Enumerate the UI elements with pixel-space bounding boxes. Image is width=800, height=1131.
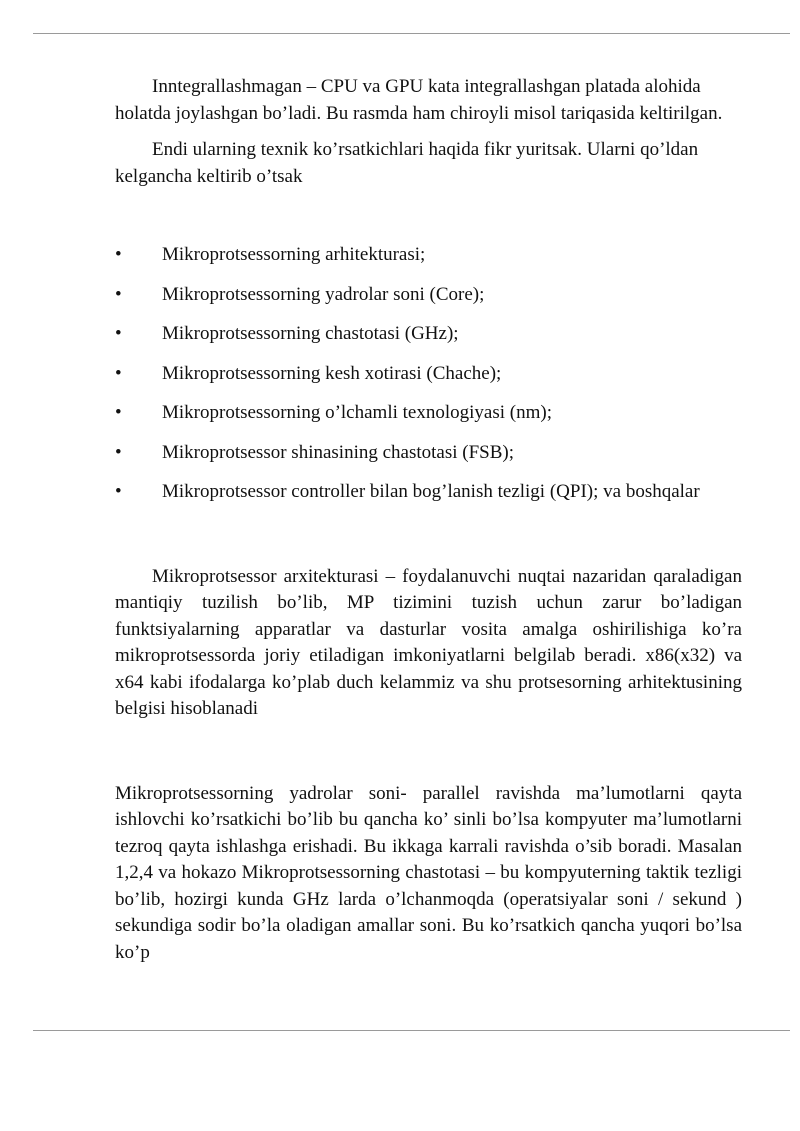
bullet-icon: • (115, 244, 122, 265)
list-item (115, 400, 742, 427)
spec-list (115, 242, 742, 506)
bullet-icon: • (115, 362, 122, 384)
bullet-icon: • (115, 402, 122, 423)
list-item-text: Mikroprotsessor shinasining chastotasi (FSB); (162, 441, 515, 463)
list-item-text: Mikroprotsessorning o’lchamli texnologiyasi (nm); (162, 402, 552, 423)
document-body (115, 74, 742, 966)
bullet-icon: • (115, 283, 122, 305)
list-item-text: Mikroprotsessorning kesh xotirasi (Chache); (162, 362, 502, 384)
paragraph-architecture: Mikroprotsessor arxitekturasi – foydalanuvchi nuqtai nazaridan qaraladigan mantiqiy tuzilish bo’lib, MP tizimini tuzish uchun zarur bo’ladigan funktsiyalarning apparatlar va dasturlar vosita amalga oshirilishiga ko’ra mikroprotsessorda joriy etiladigan imkoniyatlarni belgilab beradi. x86(x32) va x64 kabi ifodalarga ko’plab duch kelammiz va shu protsesorning arhitektusining belgisi hisoblanadi (115, 565, 742, 719)
list-item-text: Mikroprotsessorning yadrolar soni (Core); (162, 283, 485, 305)
list-item (115, 479, 742, 506)
list-item-text: Mikroprotsessorning arhitekturasi; (162, 244, 426, 265)
bullet-icon: • (115, 481, 122, 502)
paragraph-integration: Inntegrallashmagan – CPU va GPU kata integrallashgan platada alohida holatda joylashgan bo’ladi. Bu rasmda ham chiroyli misol tariqasida keltirilgan. (115, 76, 723, 124)
footer-rule (33, 1030, 790, 1031)
list-item (115, 282, 742, 309)
paragraph-intro-specs: Endi ularning texnik ko’rsatkichlari haqida fikr yuritsak. Ularni qo’ldan kelgancha keltirib o’tsak (115, 139, 699, 187)
list-item-text: Mikroprotsessor controller bilan bog’lanish tezligi (QPI); va boshqalar (162, 481, 700, 502)
list-item (115, 321, 742, 348)
bullet-icon: • (115, 441, 122, 463)
bullet-icon: • (115, 323, 122, 344)
list-item (115, 440, 742, 467)
paragraph-cores: Mikroprotsessorning yadrolar soni- parallel ravishda ma’lumotlarni qayta ishlovchi ko’rsatkichi bo’lib bu qancha ko’ sinli bo’lsa kompyuter ma’lumotlarni tezroq qayta ishlashga erishadi. Bu ikkaga karrali ravishda o’sib boradi. Masalan 1,2,4 va hokazo Mikroprotsessorning chastotasi – bu kompyuterning taktik tezligi bo’lib, hozirgi kunda GHz larda o’lchanmoqda (operatsiyalar soni / sekund ) sekundiga sodir bo’la oladigan amallar soni. Bu ko’rsatkich qancha yuqori bo’lsa ko’p (115, 782, 742, 963)
list-item (115, 242, 742, 269)
header-rule (33, 33, 790, 34)
list-item-text: Mikroprotsessorning chastotasi (GHz); (162, 323, 459, 344)
list-item (115, 361, 742, 388)
